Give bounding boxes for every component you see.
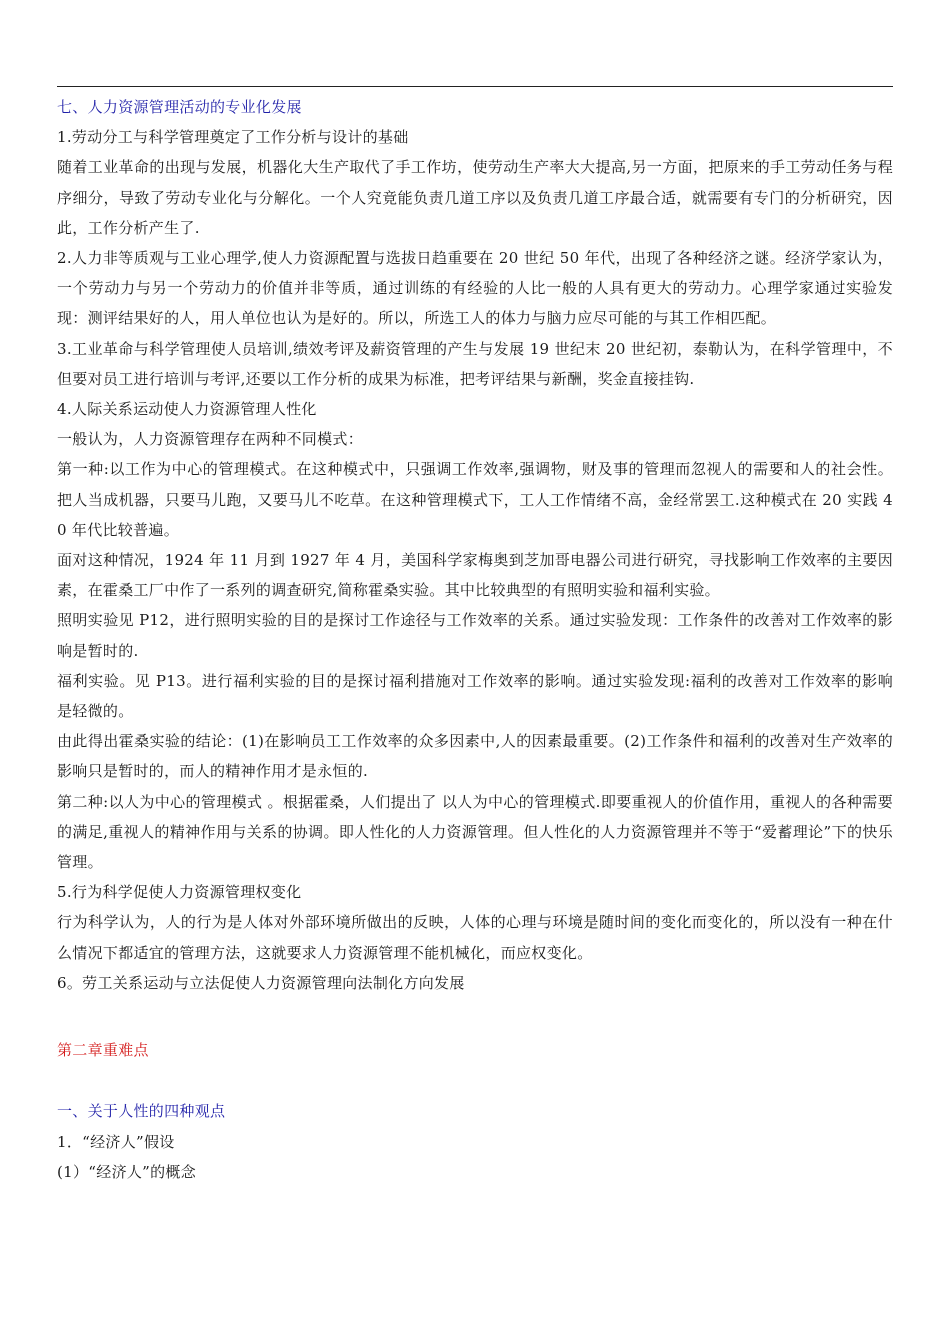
paragraph: 随着工业革命的出现与发展，机器化大生产取代了手工作坊，使劳动生产率大大提高,另一方面，把原来的手工劳动任务与程序细分，导致了劳动专业化与分解化。一个人究竟能负责几道工序以及负责几道工序最合适，就需要有专门的分析研究，因此，工作分析产生了. bbox=[57, 158, 893, 237]
document-content bbox=[57, 92, 893, 1187]
section-heading-7: 七、人力资源管理活动的专业化发展 bbox=[57, 98, 302, 116]
paragraph: 面对这种情况，1924 年 11 月到 1927 年 4 月，美国科学家梅奥到芝加哥电器公司进行研究，寻找影响工作效率的主要因素，在霍桑工厂中作了一系列的调查研究,简称霍桑实验。其中比较典型的有照明实验和福利实验。 bbox=[57, 551, 893, 600]
paragraph: 第一种:以工作为中心的管理模式。在这种模式中，只强调工作效率,强调物，财及事的管理而忽视人的需要和人的社会性。把人当成机器，只要马儿跑，又要马儿不吃草。在这种管理模式下，工人工作情绪不高，金经常罢工.这种模式在 20 实践 40 年代比较普遍。 bbox=[57, 460, 893, 539]
section-heading-1: 一、关于人性的四种观点 bbox=[57, 1102, 226, 1121]
paragraph: 1．“经济人”假设 bbox=[57, 1132, 175, 1151]
paragraph: (1）“经济人”的概念 bbox=[57, 1162, 197, 1181]
spacer bbox=[57, 1065, 893, 1096]
paragraph: 4.人际关系运动使人力资源管理人性化 bbox=[57, 400, 317, 419]
chapter-heading: 第二章重难点 bbox=[57, 1041, 149, 1060]
paragraph: 3.工业革命与科学管理使人员培训,绩效考评及薪资管理的产生与发展 19 世纪末 20 世纪初，泰勒认为，在科学管理中，不但要对员工进行培训与考评,还要以工作分析的成果为标准，把考评结果与新酬，奖金直接挂钩. bbox=[57, 339, 893, 388]
paragraph: 第二种:以人为中心的管理模式 。根据霍桑，人们提出了 以人为中心的管理模式.即要重视人的价值作用，重视人的各种需要的满足,重视人的精神作用与关系的协调。即人性化的人力资源管理。但人性化的人力资源管理并不等于“爱蓄理论”下的快乐管理。 bbox=[57, 792, 893, 872]
paragraph: 2.人力非等质观与工业心理学,使人力资源配置与选拔日趋重要在 20 世纪 50 年代，出现了各种经济之谜。经济学家认为，一个劳动力与另一个劳动力的价值并非等质，通过训练的有经验的人比一般的人具有更大的劳动力。心理学家通过实验发现：测评结果好的人，用人单位也认为是好的。所以，所选工人的体力与脑力应尽可能的与其工作相匹配。 bbox=[57, 249, 893, 328]
paragraph: 1.劳动分工与科学管理奠定了工作分析与设计的基础 bbox=[57, 128, 409, 147]
paragraph: 福利实验。见 P13。进行福利实验的目的是探讨福利措施对工作效率的影响。通过实验发现:福利的改善对工作效率的影响是轻微的。 bbox=[57, 671, 893, 721]
paragraph: 6。劳工关系运动与立法促使人力资源管理向法制化方向发展 bbox=[57, 973, 465, 992]
paragraph: 一般认为，人力资源管理存在两种不同模式： bbox=[57, 430, 364, 449]
paragraph: 行为科学认为，人的行为是人体对外部环境所做出的反映，人体的心理与环境是随时间的变化而变化的，所以没有一种在什么情况下都适宜的管理方法，这就要求人力资源管理不能机械化，而应权变化。 bbox=[57, 913, 893, 962]
paragraph: 由此得出霍桑实验的结论：(1)在影响员工工作效率的众多因素中,人的因素最重要。(2)工作条件和福利的改善对生产效率的影响只是暂时的，而人的精神作用才是永恒的. bbox=[57, 732, 893, 781]
header-rule bbox=[57, 86, 893, 87]
paragraph: 照明实验见 P12，进行照明实验的目的是探讨工作途径与工作效率的关系。通过实验发现：工作条件的改善对工作效率的影响是暂时的. bbox=[57, 611, 893, 660]
paragraph: 5.行为科学促使人力资源管理权变化 bbox=[57, 883, 302, 902]
spacer bbox=[57, 998, 893, 1035]
